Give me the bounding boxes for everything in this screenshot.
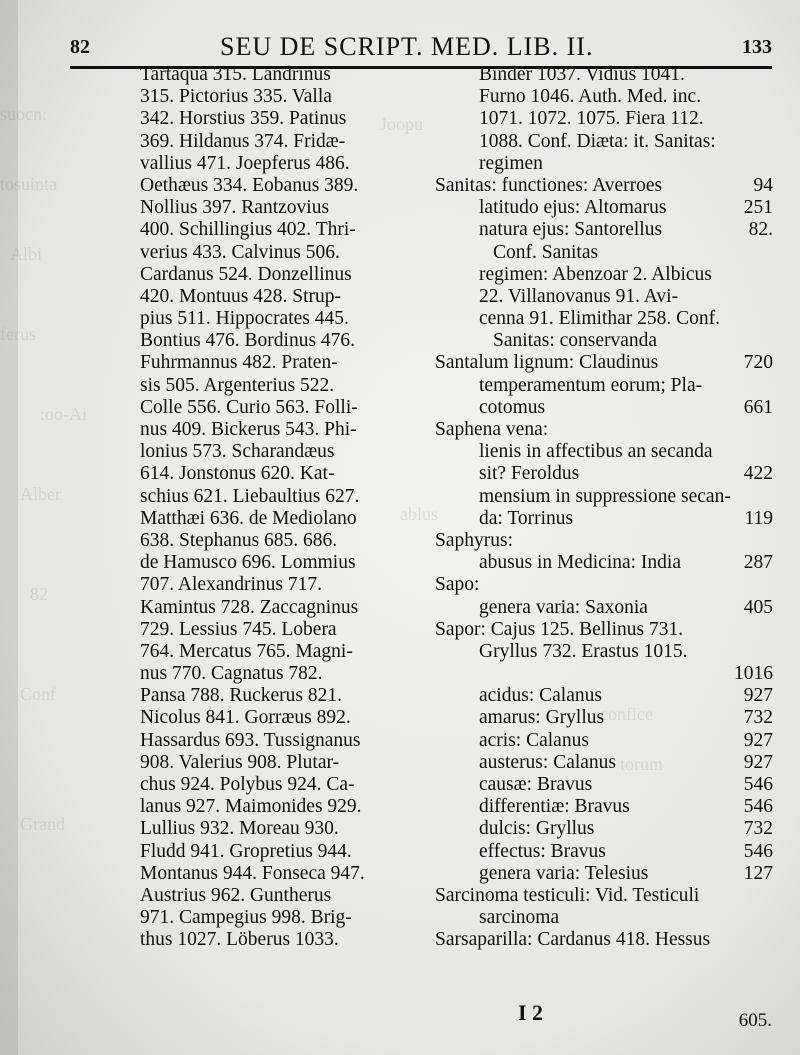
index-line <box>140 818 430 840</box>
index-entry-text: da: Torrinus <box>479 507 574 529</box>
index-entry <box>435 663 773 685</box>
index-line-text: 420. Montuus 428. Strup- <box>140 285 341 307</box>
index-line <box>140 707 430 729</box>
index-line <box>140 685 430 707</box>
index-entry <box>435 863 773 885</box>
page-reference: 94 <box>753 174 773 196</box>
index-entry-text: Binder 1037. Vidius 1041. <box>479 64 685 85</box>
page-reference: 546 <box>743 774 773 795</box>
index-entry <box>435 508 773 530</box>
index-line-text: 638. Stephanus 685. 686. <box>140 529 338 551</box>
index-entry-text: Santalum lignum: Claudinus <box>435 352 659 374</box>
index-entry <box>435 552 773 574</box>
index-line <box>140 574 430 596</box>
index-entry <box>435 597 773 619</box>
index-line-text: 614. Jonstonus 620. Kat- <box>140 463 335 485</box>
index-entry <box>435 286 773 308</box>
svg-text::oo-Ai: :oo-Ai <box>40 404 87 424</box>
index-entry <box>435 64 773 86</box>
page-number: 133 <box>742 36 772 58</box>
index-line-text: pius 511. Hippocrates 445. <box>140 308 349 330</box>
index-line-text: Nollius 397. Rantzovius <box>140 197 330 219</box>
index-line <box>140 375 430 397</box>
index-line <box>140 64 430 86</box>
index-entry-text: 22. Villanovanus 91. Avi- <box>479 285 679 307</box>
index-line <box>140 730 430 752</box>
index-entry-text: Furno 1046. Auth. Med. inc. <box>479 86 702 108</box>
svg-text:ablus: ablus <box>400 504 438 524</box>
index-line <box>140 841 430 863</box>
index-entry-text: Sapo: <box>435 574 480 596</box>
index-entry <box>435 219 773 241</box>
index-entry-text: Saphyrus: <box>435 529 513 551</box>
index-line-text: chus 924. Polybus 924. Ca- <box>140 774 355 795</box>
index-entry-text: cotomus <box>479 396 546 418</box>
index-entry-text: differentiæ: Bravus <box>479 796 630 818</box>
index-entry <box>435 707 773 729</box>
index-entry-text: causæ: Bravus <box>479 774 593 795</box>
index-line-text: sis 505. Argenterius 522. <box>140 374 335 396</box>
index-line <box>140 486 430 508</box>
index-line-text: 315. Pictorius 335. Valla <box>140 86 332 108</box>
svg-text:Alber: Alber <box>20 484 61 504</box>
index-entry <box>435 841 773 863</box>
index-entry-text: 1071. 1072. 1075. Fiera 112. <box>479 108 704 130</box>
index-line <box>140 641 430 663</box>
page-reference: 251 <box>743 197 773 219</box>
index-line <box>140 441 430 463</box>
index-line <box>140 330 430 352</box>
index-line-text: thus 1027. Löberus 1033. <box>140 929 339 951</box>
index-line-text: lonius 573. Scharandæus <box>140 441 335 463</box>
index-entry <box>435 375 773 397</box>
index-line <box>140 286 430 308</box>
index-entry-text: sit? Feroldus <box>479 463 580 485</box>
index-entry-text: effectus: Bravus <box>479 840 606 862</box>
page-reference: 405 <box>743 596 773 618</box>
running-title: SEU DE SCRIPT. MED. LIB. II. <box>220 32 594 61</box>
index-line <box>140 264 430 286</box>
index-entry <box>435 108 773 130</box>
page-reference: 927 <box>743 729 773 751</box>
index-line-text: vallius 471. Joepferus 486. <box>140 152 350 174</box>
page-reference: 1016 <box>734 663 773 685</box>
index-entry-text: genera varia: Saxonia <box>479 596 648 618</box>
index-line-text: 707. Alexandrinus 717. <box>140 574 322 596</box>
index-line <box>140 774 430 796</box>
page-reference: 422 <box>743 463 773 485</box>
index-line-text: Fludd 941. Gropretius 944. <box>140 840 352 862</box>
index-line-text: de Hamusco 696. Lommius <box>140 552 356 574</box>
index-entry <box>435 929 773 951</box>
index-line-text: Colle 556. Curio 563. Folli- <box>140 396 358 418</box>
index-line <box>140 597 430 619</box>
index-line-text: Matthæi 636. de Mediolano <box>140 507 357 529</box>
index-line-text: 971. Campegius 998. Brig- <box>140 907 352 929</box>
page-reference: 732 <box>743 818 773 840</box>
index-entry-text: austerus: Calanus <box>479 751 617 773</box>
index-line-text: Lullius 932. Moreau 930. <box>140 818 339 840</box>
index-entry-text: Gryllus 732. Erastus 1015. <box>479 640 688 662</box>
index-entry-text: regimen <box>479 152 543 174</box>
index-entry-text: latitudo ejus: Altomarus <box>479 197 667 219</box>
page-reference: 732 <box>743 707 773 729</box>
index-entry <box>435 818 773 840</box>
left-column <box>140 64 430 952</box>
index-line-text: Nicolus 841. Gorræus 892. <box>140 707 351 729</box>
index-entry <box>435 308 773 330</box>
index-line <box>140 752 430 774</box>
page-reference: 720 <box>743 352 773 374</box>
index-line-text: Fuhrmannus 482. Praten- <box>140 352 338 374</box>
index-line <box>140 907 430 929</box>
index-line <box>140 663 430 685</box>
page-reference: 82. <box>748 219 773 241</box>
svg-text:tosuinta: tosuinta <box>0 174 57 194</box>
index-entry <box>435 752 773 774</box>
index-entry <box>435 153 773 175</box>
index-entry-text: Sanitas: conservanda <box>493 330 658 352</box>
index-entry-text: mensium in suppressione secan- <box>479 485 731 507</box>
signature-mark: I 2 <box>518 1000 544 1025</box>
index-entry <box>435 463 773 485</box>
svg-text:ferus: ferus <box>0 324 36 344</box>
index-entry <box>435 175 773 197</box>
index-entry <box>435 397 773 419</box>
index-entry-text: genera varia: Telesius <box>479 862 649 884</box>
index-entry <box>435 619 773 641</box>
page-number-left: 82 <box>70 36 90 58</box>
index-line <box>140 175 430 197</box>
index-line-text: Bontius 476. Bordinus 476. <box>140 330 356 352</box>
index-entry <box>435 197 773 219</box>
index-entry <box>435 486 773 508</box>
index-entry <box>435 530 773 552</box>
page-reference: 661 <box>743 396 773 418</box>
index-line <box>140 796 430 818</box>
index-line-text: Tartaqua 315. Landrinus <box>140 64 331 85</box>
index-entry-text: dulcis: Gryllus <box>479 818 595 840</box>
page-reference: 546 <box>743 840 773 862</box>
index-entry-text: 1088. Conf. Diæta: it. Sanitas: <box>479 130 716 152</box>
index-line <box>140 397 430 419</box>
index-line-text: Cardanus 524. Donzellinus <box>140 263 352 285</box>
page-reference: 127 <box>743 862 773 884</box>
index-line-text: Pansa 788. Ruckerus 821. <box>140 685 343 707</box>
index-entry <box>435 131 773 153</box>
index-entry <box>435 907 773 929</box>
page-reference: 927 <box>743 751 773 773</box>
svg-text:82: 82 <box>30 584 48 604</box>
index-line-text: lanus 927. Maimonides 929. <box>140 796 362 818</box>
index-entry-text: temperamentum eorum; Pla- <box>479 374 703 396</box>
index-line <box>140 108 430 130</box>
index-entry-text: acris: Calanus <box>479 729 589 751</box>
svg-text:Albi: Albi <box>10 244 43 264</box>
index-entry <box>435 441 773 463</box>
index-entry-text: regimen: Abenzoar 2. Albicus <box>479 263 712 285</box>
index-line-text: Hassardus 693. Tussignanus <box>140 729 361 751</box>
index-entry <box>435 641 773 663</box>
index-line-text: Austrius 962. Guntherus <box>140 884 332 906</box>
index-entry <box>435 86 773 108</box>
index-entry <box>435 352 773 374</box>
index-line <box>140 419 430 441</box>
index-line <box>140 86 430 108</box>
index-line-text: 369. Hildanus 374. Fridæ- <box>140 130 346 152</box>
index-entry <box>435 330 773 352</box>
index-line <box>140 530 430 552</box>
svg-text:confice: confice <box>600 704 653 724</box>
index-line-text: nus 409. Bickerus 543. Phi- <box>140 419 357 440</box>
index-entry <box>435 730 773 752</box>
index-entry-text: Sarsaparilla: Cardanus 418. Hessus <box>435 929 711 951</box>
svg-text:Grand: Grand <box>20 814 65 834</box>
index-line <box>140 308 430 330</box>
index-line <box>140 508 430 530</box>
running-header <box>70 24 772 68</box>
index-line-text: schius 621. Liebaultius 627. <box>140 485 360 507</box>
right-column <box>435 64 773 952</box>
index-entry <box>435 796 773 818</box>
index-entry <box>435 419 773 441</box>
index-line <box>140 197 430 219</box>
index-line <box>140 153 430 175</box>
page-reference: 119 <box>744 507 773 529</box>
catchword: 605. <box>738 1010 772 1031</box>
index-line-text: Kamintus 728. Zaccagninus <box>140 596 359 618</box>
index-line <box>140 863 430 885</box>
index-line-text: 908. Valerius 908. Plutar- <box>140 751 340 773</box>
index-entry-text: lienis in affectibus an secanda <box>479 441 713 463</box>
index-line <box>140 131 430 153</box>
svg-text:suocn:: suocn: <box>0 104 47 124</box>
index-line <box>140 619 430 641</box>
index-entry-text: Sarcinoma testiculi: Vid. Testiculi <box>435 884 700 906</box>
index-entry-text: natura ejus: Santorellus <box>479 219 663 241</box>
index-entry-text: Saphena vena: <box>435 419 549 440</box>
index-line-text: 764. Mercatus 765. Magni- <box>140 640 353 662</box>
index-line-text: 729. Lessius 745. Lobera <box>140 618 337 640</box>
index-entry <box>435 242 773 264</box>
svg-text:Joopu: Joopu <box>380 114 424 134</box>
index-line <box>140 929 430 951</box>
index-line <box>140 463 430 485</box>
index-entry-text: abusus in Medicina: India <box>479 552 681 574</box>
index-entry-text: acidus: Calanus <box>479 685 602 707</box>
index-entry-text: Sanitas: functiones: Averroes <box>435 174 663 196</box>
index-line-text: Oethæus 334. Eobanus 389. <box>140 174 359 196</box>
index-line-text: 400. Schillingius 402. Thri- <box>140 219 356 241</box>
index-entry-text: sarcinoma <box>479 907 560 929</box>
index-entry <box>435 885 773 907</box>
index-entry-text: cenna 91. Elimithar 258. Conf. <box>479 308 720 330</box>
index-entry-text: Conf. Sanitas <box>493 241 599 263</box>
page-reference: 927 <box>743 685 773 707</box>
svg-text:Conf: Conf <box>20 684 56 704</box>
index-entry <box>435 774 773 796</box>
index-entry-text: Sapor: Cajus 125. Bellinus 731. <box>435 618 684 640</box>
page-reference: 546 <box>743 796 773 818</box>
index-line-text: Montanus 944. Fonseca 947. <box>140 862 365 884</box>
index-line <box>140 885 430 907</box>
index-entry <box>435 685 773 707</box>
index-entry-text: amarus: Gryllus <box>479 707 605 729</box>
svg-text:torum: torum <box>620 754 663 774</box>
index-entry <box>435 264 773 286</box>
page-reference: 287 <box>743 552 773 574</box>
index-entry <box>435 574 773 596</box>
index-line <box>140 242 430 264</box>
index-line-text: verius 433. Calvinus 506. <box>140 241 340 263</box>
index-line-text: nus 770. Cagnatus 782. <box>140 663 323 685</box>
index-line <box>140 219 430 241</box>
index-line <box>140 352 430 374</box>
index-line-text: 342. Horstius 359. Patinus <box>140 108 347 130</box>
index-line <box>140 552 430 574</box>
